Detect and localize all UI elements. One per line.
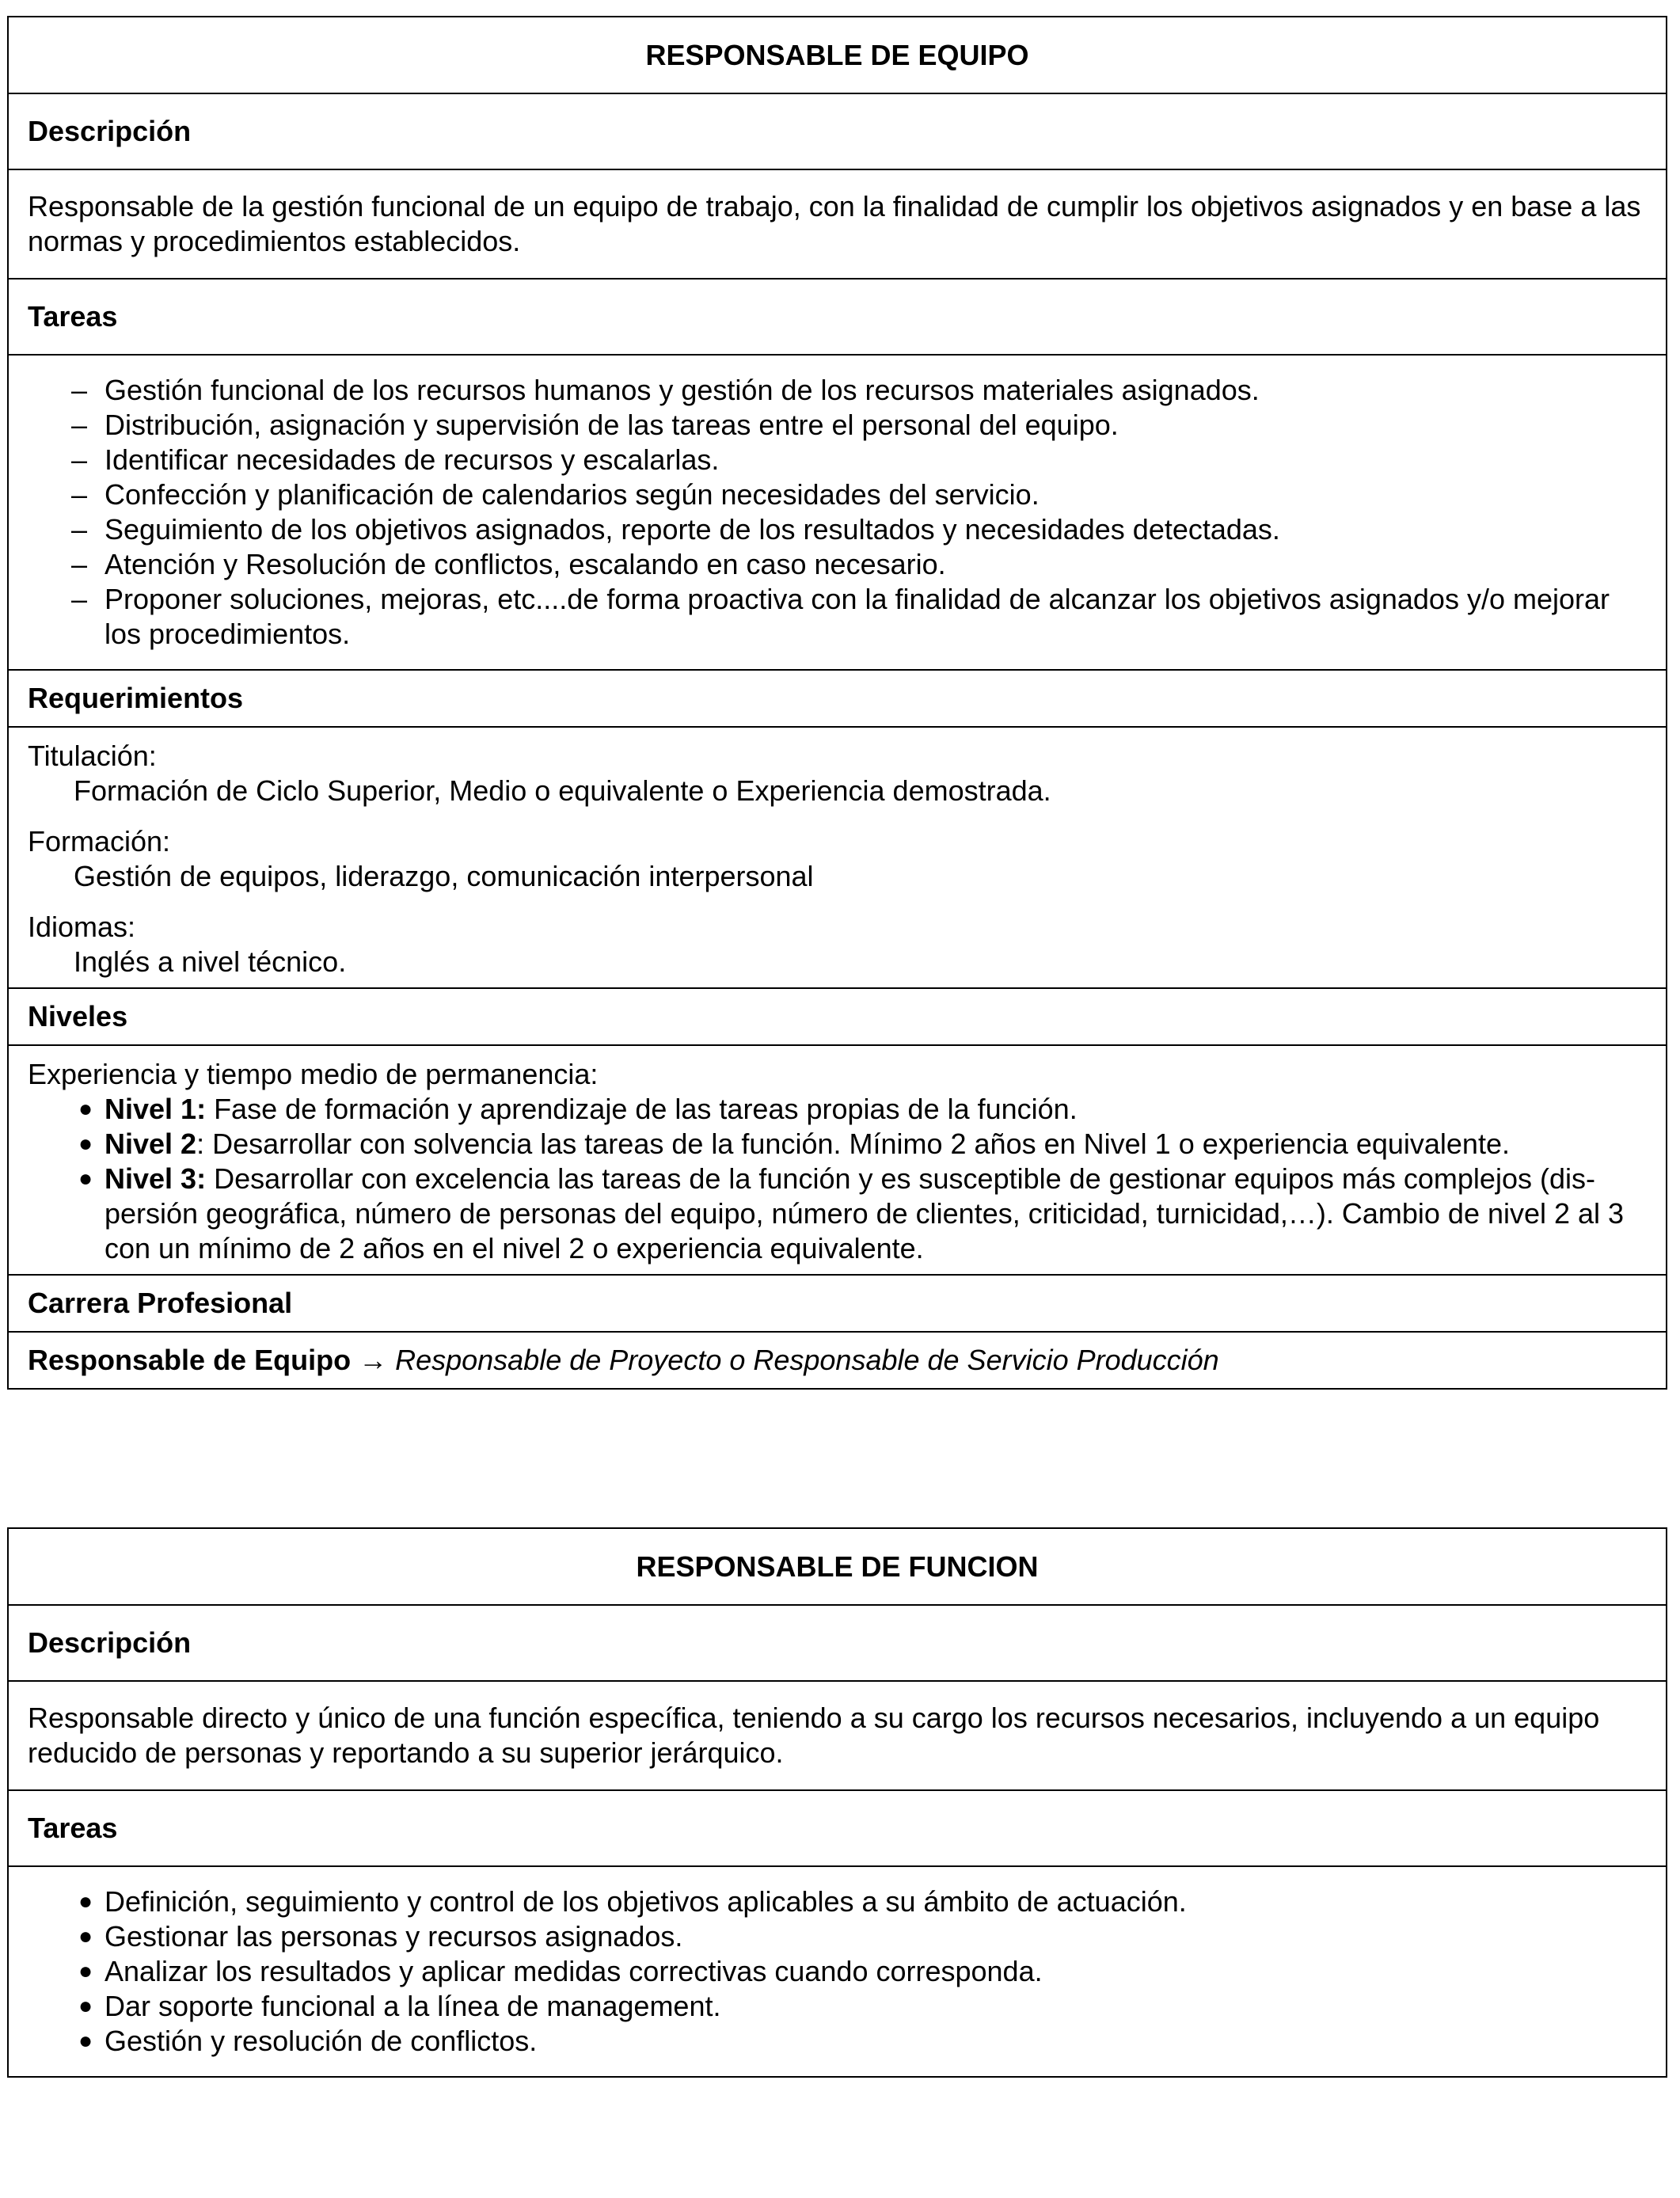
bullet-mark: ● — [78, 2028, 93, 2054]
card-responsable-de-equipo — [7, 16, 1667, 1390]
list-item — [28, 1954, 1647, 1989]
career-path — [9, 1331, 1666, 1388]
bullet-mark: ● — [78, 1166, 93, 1192]
dash-mark: – — [71, 583, 88, 615]
levels-heading: Niveles — [9, 987, 1666, 1044]
dash-mark: – — [71, 374, 88, 406]
dash-mark: – — [71, 409, 88, 441]
task-text: Gestionar las personas y recursos asignados. — [105, 1920, 683, 1953]
description-text: Responsable directo y único de una función específica, teniendo a su cargo los recursos necesarios, incluyendo a un equipo reducido de personas y reportando a su superior jerárquico. — [9, 1680, 1666, 1789]
levels-container — [9, 1044, 1666, 1274]
task-text: Identificar necesidades de recursos y escalarlas. — [105, 443, 720, 476]
task-text: Analizar los resultados y aplicar medidas correctivas cuando corresponda. — [105, 1955, 1043, 1987]
task-text: Dar soporte funcional a la línea de management. — [105, 1990, 721, 2022]
list-item — [28, 512, 1647, 547]
requirement-label: Formación: — [28, 825, 171, 858]
card-title: RESPONSABLE DE EQUIPO — [645, 38, 1029, 71]
card-responsable-de-funcion — [7, 1527, 1667, 2078]
requirement-idiomas — [28, 910, 1647, 979]
task-text: Definición, seguimiento y control de los objetivos aplicables a su ámbito de actuación. — [105, 1885, 1187, 1918]
tasks-list — [28, 373, 1647, 652]
task-text: Gestión y resolución de conflictos. — [105, 2025, 538, 2057]
bullet-mark: ● — [78, 1096, 93, 1122]
career-from: Responsable de Equipo — [28, 1344, 352, 1376]
requirement-value: Gestión de equipos, liderazgo, comunicación interpersonal — [74, 860, 814, 892]
requirement-value: Inglés a nivel técnico. — [74, 945, 347, 978]
tasks-heading: Tareas — [9, 278, 1666, 354]
tasks-list-container — [9, 1865, 1666, 2076]
dash-mark: – — [71, 513, 88, 546]
level-text: Desarrollar con excelencia las tareas de la función y es susceptible de gestionar equipos más complejos (dis-persión geográfica, número de personas del equipo, número de clientes, criticidad, turnicidad,…). Cambio de nivel 2 al 3 con un mínimo de 2 años en el nivel 2 o experiencia equivalente. — [105, 1162, 1625, 1264]
requirement-label: Titulación: — [28, 740, 157, 772]
list-item — [28, 547, 1647, 582]
description-heading: Descripción — [9, 93, 1666, 169]
list-item — [28, 1092, 1647, 1127]
career-heading: Carrera Profesional — [9, 1274, 1666, 1331]
task-text: Proponer soluciones, mejoras, etc....de forma proactiva con la finalidad de alcanzar los objetivos asignados y/o mejorar los procedimientos. — [105, 583, 1610, 650]
bullet-mark: ● — [78, 1958, 93, 1984]
card-title: RESPONSABLE DE FUNCION — [636, 1550, 1039, 1583]
list-item — [28, 1162, 1647, 1266]
list-item — [28, 582, 1647, 652]
list-item — [28, 373, 1647, 408]
requirements-container — [9, 726, 1666, 987]
description-heading: Descripción — [9, 1604, 1666, 1680]
level-text: : Desarrollar con solvencia las tareas de la función. Mínimo 2 años en Nivel 1 o experiencia equivalente. — [196, 1128, 1510, 1160]
level-text: Fase de formación y aprendizaje de las tareas propias de la función. — [206, 1093, 1078, 1125]
list-item — [28, 2024, 1647, 2059]
list-item — [28, 443, 1647, 477]
dash-mark: – — [71, 443, 88, 476]
levels-intro: Experiencia y tiempo medio de permanencia: — [28, 1058, 599, 1090]
tasks-list — [28, 1884, 1647, 2059]
career-arrow: → — [351, 1344, 396, 1376]
bullet-mark: ● — [78, 1888, 93, 1915]
requirement-titulacion — [28, 739, 1647, 808]
tasks-heading: Tareas — [9, 1789, 1666, 1865]
level-name: Nivel 2 — [105, 1128, 197, 1160]
list-item — [28, 1989, 1647, 2024]
dash-mark: – — [71, 478, 88, 511]
description-text: Responsable de la gestión funcional de un equipo de trabajo, con la finalidad de cumplir los objetivos asignados y en base a las normas y procedimientos establecidos. — [9, 169, 1666, 278]
career-to: Responsable de Proyecto o Responsable de Servicio Producción — [395, 1344, 1219, 1376]
tasks-list-container — [9, 354, 1666, 669]
requirements-heading: Requerimientos — [9, 669, 1666, 726]
bullet-mark: ● — [78, 1993, 93, 2019]
level-name: Nivel 1: — [105, 1093, 207, 1125]
list-item — [28, 408, 1647, 443]
task-text: Confección y planificación de calendarios según necesidades del servicio. — [105, 478, 1040, 511]
task-text: Distribución, asignación y supervisión de las tareas entre el personal del equipo. — [105, 409, 1119, 441]
task-text: Atención y Resolución de conflictos, escalando en caso necesario. — [105, 548, 946, 580]
bullet-mark: ● — [78, 1923, 93, 1949]
list-item — [28, 1919, 1647, 1954]
level-name: Nivel 3: — [105, 1162, 207, 1195]
requirement-label: Idiomas: — [28, 911, 136, 943]
list-item — [28, 477, 1647, 512]
bullet-mark: ● — [78, 1131, 93, 1157]
requirement-formacion — [28, 824, 1647, 894]
dash-mark: – — [71, 548, 88, 580]
task-text: Seguimiento de los objetivos asignados, reporte de los resultados y necesidades detectadas. — [105, 513, 1280, 546]
levels-list — [28, 1092, 1647, 1266]
task-text: Gestión funcional de los recursos humanos y gestión de los recursos materiales asignados. — [105, 374, 1260, 406]
list-item — [28, 1884, 1647, 1919]
list-item — [28, 1127, 1647, 1162]
requirement-value: Formación de Ciclo Superior, Medio o equivalente o Experiencia demostrada. — [74, 774, 1051, 807]
